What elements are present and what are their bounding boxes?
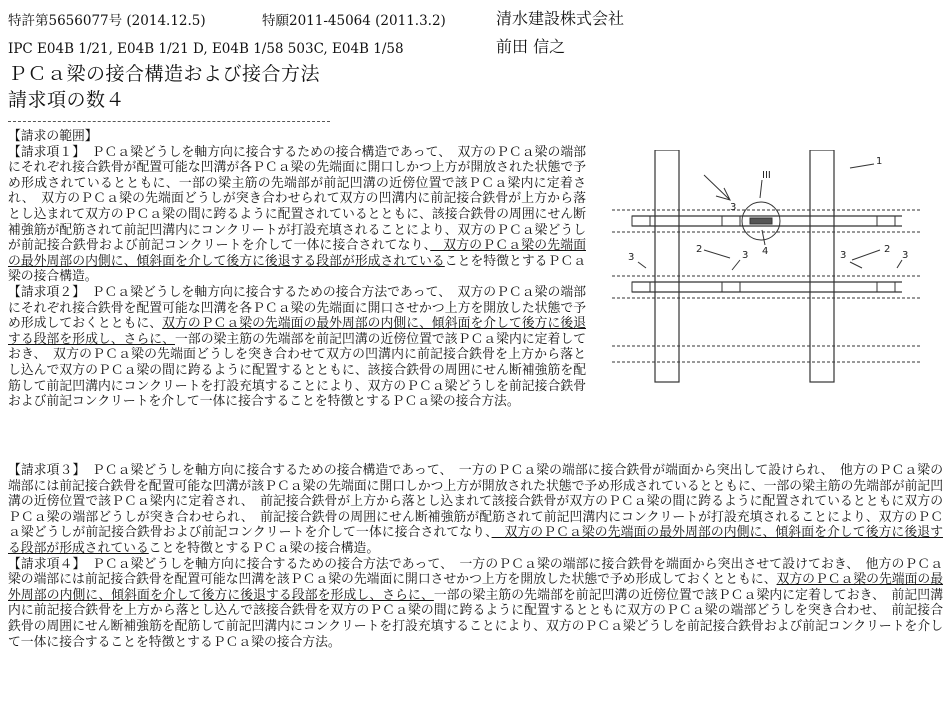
claim-4-end: 一部の梁主筋の先端部を前記凹溝の近傍位置で該ＰＣａ梁内に定着しておき、 前記凹溝内に前記接合鉄骨を上方から落とし込んで該接合鉄骨を双方のＰＣａ梁の間に跨るように配置するとともに双方のＰＣａ梁の端部どうしを突き合わせ、 前記接合鉄骨の周囲にせん断補強筋を配筋して前記凹溝内にコンクリートを打設充填することにより、双方のＰＣａ梁どうしを前記接合鉄骨および前記コンクリートを介して一体に接合することを特徴とするＰＣａ梁の接合方法。 (8, 587, 943, 650)
fig-label-4: 4 (762, 246, 769, 257)
ipc-codes: IPC E04B 1/21, E04B 1/21 D, E04B 1/58 503C, E04B 1/58 (8, 41, 404, 57)
claim-count: 請求項の数４ (8, 89, 126, 111)
patent-number: 特許第5656077号 (2014.12.5) (8, 13, 206, 29)
claim-2-underlined: 双方のＰＣａ梁の先端面の最外周部の内側に、傾斜面を介して後方に後退する段部を形成し、さらに、 (8, 316, 587, 347)
fig-label-3c: 3 (742, 250, 749, 261)
claim-1-text: 【請求項１】 ＰＣａ梁どうしを軸方向に接合するための接合構造であって、 双方のＰＣａ梁の端部にそれぞれ接合鉄骨が配置可能な凹溝が各ＰＣａ梁の先端面に開口しかつ上方が開放された状態で予め形成されているとともに、一部の梁主筋の先端部が前記凹溝の近傍位置で該ＰＣａ梁内に定着され、 双方のＰＣａ梁の先端面どうしが突き合わせられて双方の凹溝内に前記接合鉄骨が上方から落とし込まれて双方のＰＣａ梁の間に跨るように配置されているとともに、該接合鉄骨の周囲にせん断補強筋が配筋されて前記凹溝内にコンクリートが打設充填されることにより、双方のＰＣａ梁どうしが前記接合鉄骨および前記コンクリートを介して一体に接合されてなり、 (8, 144, 586, 254)
claims-heading: 【請求の範囲】 (8, 129, 98, 144)
patent-drawing (612, 150, 920, 385)
claim-3-underlined: 双方のＰＣａ梁の先端面の最外周部の内側に、傾斜面を介して後方に後退する段部が形成されている (8, 525, 943, 556)
company-name: 清水建設株式会社 (496, 9, 625, 28)
application-number: 特願2011-45064 (2011.3.2) (262, 13, 446, 29)
claims-lower (8, 463, 943, 650)
claim-4-underlined: 双方のＰＣａ梁の先端面の最外周部の内側に、傾斜面を介して後方に後退する段部を形成し、さらに、 (8, 572, 944, 603)
fig-label-3d: 3 (902, 250, 909, 261)
fig-label-3e: 3 (730, 202, 737, 213)
fig-label-2: 2 (696, 244, 703, 255)
fig-label-3b: 3 (840, 250, 847, 261)
claim-2-end: 一部の梁主筋の先端部を前記凹溝の近傍位置で該ＰＣａ梁内に定着しておき、 双方のＰＣａ梁の先端面どうしを突き合わせて双方の凹溝内に前記接合鉄骨を上方から落とし込んで双方のＰＣａ梁の間に跨るように配置するとともに、該接合鉄骨の周囲にせん断補強筋を配筋して前記凹溝内にコンクリートを打設充填することにより、双方のＰＣａ梁どうしを前記接合鉄骨および前記コンクリートを介して一体に接合することを特徴とするＰＣａ梁の接合方法。 (8, 331, 587, 410)
divider-rule (8, 121, 330, 122)
document-title: ＰＣａ梁の接合構造および接合方法 (8, 63, 321, 85)
inventor-name: 前田 信之 (496, 37, 566, 56)
claim-3-end: ことを特徴とするＰＣａ梁の接合構造。 (148, 540, 380, 556)
fig-label-1: 1 (876, 156, 883, 167)
fig-label-roman: III (762, 170, 771, 181)
fig-label-2c: 2 (884, 244, 891, 255)
fig-label-3: 3 (628, 252, 635, 263)
claims-upper (8, 129, 586, 410)
claim-4-text: 【請求項４】 ＰＣａ梁どうしを軸方向に接合するための接合方法であって、 一方のＰＣａ梁の端部に接合鉄骨を端面から突出させて設けておき、 他方のＰＣａ梁の端部には前記接合鉄骨を配置可能な凹溝を該ＰＣａ梁の先端面に開口させかつ上方を開放した状態で予め形成しておくとともに、 (8, 556, 943, 588)
claim-1-end: ことを特徴とするＰＣａ梁の接合構造。 (8, 253, 587, 285)
claim-2-text: 【請求項２】 ＰＣａ梁どうしを軸方向に接合するための接合方法であって、 双方のＰＣａ梁の端部にそれぞれ接合鉄骨を配置可能な凹溝を各ＰＣａ梁の先端面に開口させかつ上方を開放した状態で予め形成しておくとともに、 (8, 284, 586, 332)
beam-joint-diagram (612, 150, 920, 385)
claim-1-underlined: 双方のＰＣａ梁の先端面の最外周部の内側に、傾斜面を介して後方に後退する段部が形成されている (8, 238, 586, 269)
claim-3-text: 【請求項３】 ＰＣａ梁どうしを軸方向に接合するための接合構造であって、 一方のＰＣａ梁の端部に接合鉄骨が端面から突出して設けられ、 他方のＰＣａ梁の端部には前記接合鉄骨を配置可能な凹溝が該ＰＣａ梁の先端面に開口しかつ上方が開放された状態で予め形成されているとともに、一部の梁主筋の先端部が前記凹溝の近傍位置で該ＰＣａ梁内に定着され、 前記接合鉄骨が上方から落とし込まれて該接合鉄骨が双方のＰＣａ梁の間に跨るように配置されているとともに双方のＰＣａ梁の端部どうしが突き合わせられ、 前記接合鉄骨の周囲にせん断補強筋が配筋されて前記凹溝内にコンクリートが打設充填されることにより、双方のＰＣａ梁どうしが前記接合鉄骨および前記コンクリートを介して一体に接合されてなり、 (8, 463, 943, 541)
